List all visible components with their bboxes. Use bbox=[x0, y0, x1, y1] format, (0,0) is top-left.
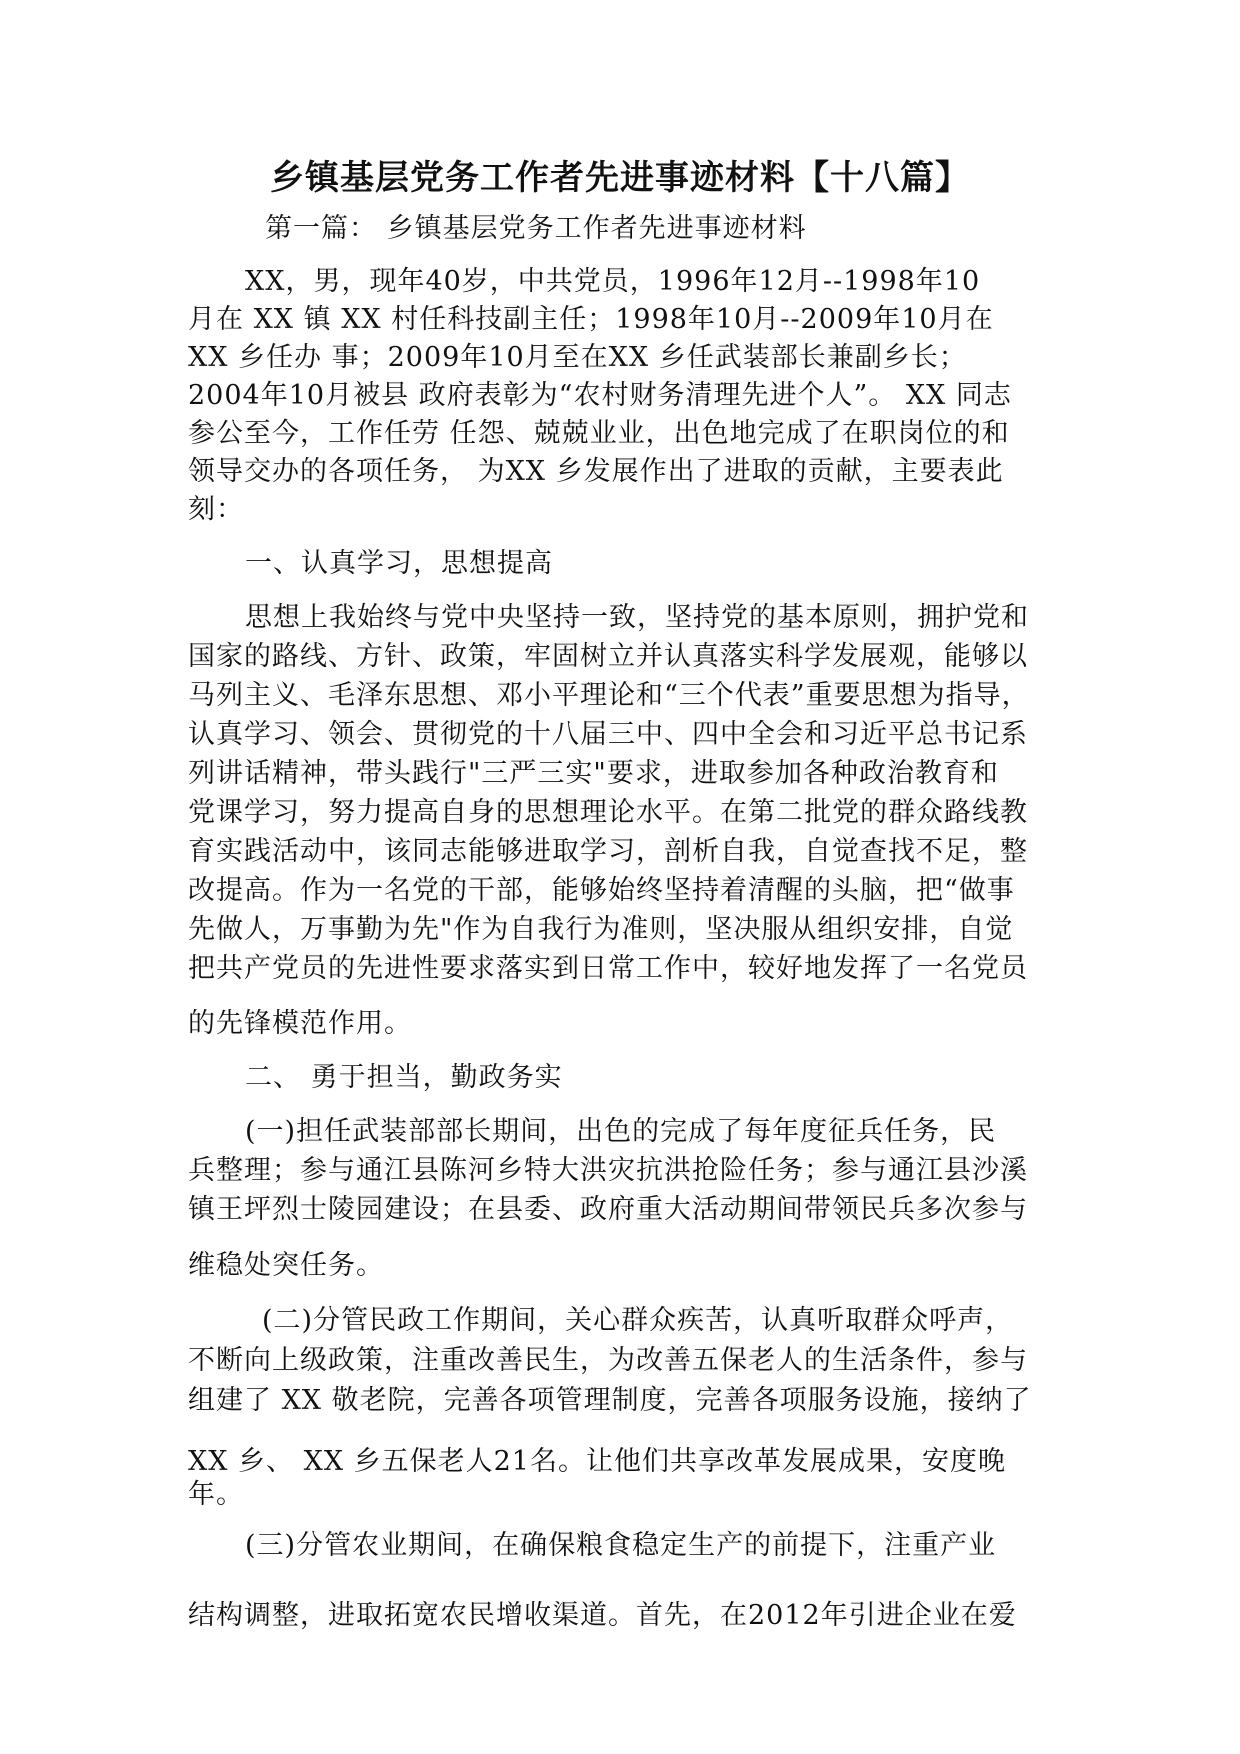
paragraph-line: 不断向上级政策，注重改善民生，为改善五保老人的生活条件，参与 bbox=[188, 1345, 1028, 1376]
paragraph-line: 的先锋模范作用。 bbox=[188, 1008, 412, 1039]
paragraph-line: 先做人，万事勤为先"作为自我行为准则，坚决服从组织安排，自觉 bbox=[188, 914, 1014, 945]
paragraph-line: 年。 bbox=[188, 1479, 244, 1510]
paragraph-line: (二)分管民政工作期间，关心群众疾苦，认真听取群众呼声， bbox=[262, 1305, 1014, 1336]
paragraph-line: 认真学习、领会、贯彻党的十八届三中、四中全会和习近平总书记系 bbox=[188, 719, 1028, 750]
paragraph-line: 列讲话精神，带头践行"三严三实"要求，进取参加各种政治教育和 bbox=[188, 758, 999, 789]
paragraph-line: 月在 XX 镇 XX 村任科技副主任；1998年10月--2009年10月在 bbox=[188, 304, 994, 335]
paragraph-line: 结构调整，进取拓宽农民增收渠道。首先，在2012年引进企业在爱 bbox=[188, 1600, 1017, 1631]
paragraph-line: 领导交办的各项任务， 为XX 乡发展作出了进取的贡献，主要表此 bbox=[188, 456, 1004, 487]
section-title: 第一篇： 乡镇基层党务工作者先进事迹材料 bbox=[265, 213, 807, 244]
paragraph-line: 改提高。作为一名党的干部，能够始终坚持着清醒的头脑，把“做事 bbox=[188, 875, 1015, 906]
document-title: 乡镇基层党务工作者先进事迹材料【十八篇】 bbox=[270, 158, 970, 198]
paragraph-line: XX，男，现年40岁，中共党员，1996年12月--1998年10 bbox=[245, 266, 981, 297]
paragraph-line: 思想上我始终与党中央坚持一致，坚持党的基本原则，拥护党和 bbox=[245, 602, 1029, 633]
paragraph-line: 镇王坪烈士陵园建设；在县委、政府重大活动期间带领民兵多次参与 bbox=[188, 1194, 1028, 1225]
heading-1: 一、认真学习，思想提高 bbox=[245, 548, 553, 579]
paragraph-line: 刻： bbox=[188, 494, 244, 525]
paragraph-line: 党课学习，努力提高自身的思想理论水平。在第二批党的群众路线教 bbox=[188, 797, 1028, 828]
paragraph-line: 2004年10月被县 政府表彰为“农村财务清理先进个人”。 XX 同志 bbox=[188, 380, 1012, 411]
heading-2: 二、 勇于担当，勤政务实 bbox=[245, 1062, 563, 1093]
paragraph-line: (三)分管农业期间，在确保粮食稳定生产的前提下，注重产业 bbox=[245, 1530, 997, 1561]
paragraph-line: 组建了 XX 敬老院，完善各项管理制度，完善各项服务设施，接纳了 bbox=[188, 1385, 1032, 1416]
paragraph-line: 兵整理；参与通江县陈河乡特大洪灾抗洪抢险任务；参与通江县沙溪 bbox=[188, 1155, 1028, 1186]
paragraph-line: 国家的路线、方针、政策，牢固树立并认真落实科学发展观，能够以 bbox=[188, 641, 1028, 672]
paragraph-line: 维稳处突任务。 bbox=[188, 1250, 384, 1281]
paragraph-line: 把共产党员的先进性要求落实到日常工作中，较好地发挥了一名党员 bbox=[188, 953, 1028, 984]
paragraph-line: 育实践活动中，该同志能够进取学习，剖析自我，自觉查找不足，整 bbox=[188, 836, 1028, 867]
paragraph-line: XX 乡任办 事；2009年10月至在XX 乡任武装部长兼副乡长； bbox=[188, 342, 967, 373]
paragraph-line: 马列主义、毛泽东思想、邓小平理论和“三个代表”重要思想为指导， bbox=[188, 680, 1030, 711]
paragraph-line: XX 乡、 XX 乡五保老人21名。让他们共享改革发展成果，安度晚 bbox=[188, 1446, 1006, 1477]
paragraph-line: 参公至今，工作任劳 任怨、兢兢业业，出色地完成了在职岗位的和 bbox=[188, 418, 1010, 449]
paragraph-line: (一)担任武装部部长期间，出色的完成了每年度征兵任务，民 bbox=[245, 1116, 997, 1147]
